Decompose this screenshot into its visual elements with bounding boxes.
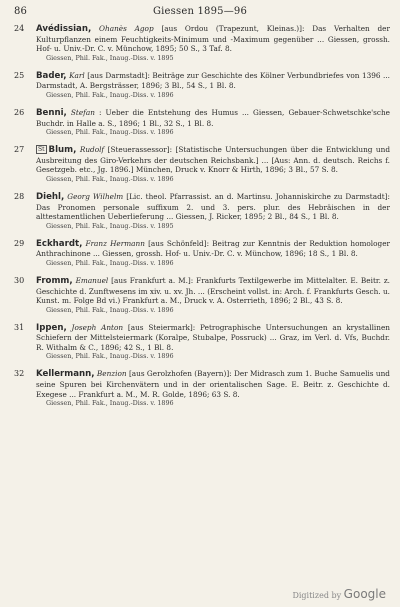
entry-surname: Blum,: [48, 145, 77, 156]
entry-text: [Steuerassessor]: [Statistische Untersuchungen über die Entwicklung und Ausbreitung des Giro-Verkehrs der deutschen Reichsbank.] ... [Aus: Ann. d. deutsch. Reichs f. Gesetzgeb. etc., Jg. 1896.] München, Druck v. Knorr & Hirth, 1896; 3 Bl., 57 S. 8.: [36, 145, 390, 175]
entry-text: [Lic. theol. Pfarrassist. an d. Martinsu. Johanniskirche zu Darmstadt]: Das Pronomen personale suffixum 2. und 3. pers. plur. des Hebräischen in der alttestamentlichen Ueberlieferung ... Giessen, J. Ricker, 1895; 2 Bl., 84 S., 1 Bl. 8.: [36, 191, 390, 222]
entry-given-name: Benzion: [96, 369, 127, 379]
entry-surname: Kellermann,: [36, 369, 95, 380]
entry-body: [36, 369, 390, 399]
bibliography-entry: [14, 239, 390, 267]
page-title: Giessen 1895—96: [152, 6, 248, 17]
entry-dissertation-note: Giessen, Phil. Fak., Inaug.-Diss. v. 1896: [46, 305, 174, 314]
bibliography-entry: [14, 108, 390, 136]
entry-text: [aus Darmstadt]: Beiträge zur Geschichte des Kölner Verbundbriefes von 1396 ... Darmstadt, A. Bergsträsser, 1896; 3 Bl., 54 S., 1 Bl. 8.: [36, 70, 391, 91]
entry-list: [14, 24, 390, 416]
entry-text: [aus Ordou (Trapezunt, Kleinas.)]: Das Verhalten der Kulturpflanzen einem Feuchtigkeits-Minimum und -Maximum gegenüber ... Giessen, grossh. Hof- u. Univ.-Dr. C. v. Münchow, 1895; 50 S., 3 Taf. 8.: [36, 24, 390, 54]
bibliography-entry: [14, 145, 390, 183]
entry-given-name: Ohanès Agop: [99, 24, 154, 33]
bibliography-entry: [14, 369, 390, 407]
entry-number: 28: [14, 191, 25, 201]
entry-body: [36, 71, 390, 91]
entry-body: [36, 24, 390, 54]
entry-surname: Diehl,: [36, 191, 65, 202]
entry-text: : Ueber die Entstehung des Humus ... Giessen, Gebauer-Schwetschke'sche Buchdr. in Halle a. S., 1896; 1 Bl., 32 S., 1 Bl. 8.: [36, 107, 390, 128]
entry-number: 27: [14, 145, 25, 155]
entry-signature-mark: St: [38, 146, 45, 154]
bibliography-entry: [14, 71, 390, 99]
entry-dissertation-note: Giessen, Phil. Fak., Inaug.-Diss. v. 1896: [46, 90, 174, 99]
entry-given-name: Rudolf: [79, 145, 105, 155]
entry-given-name: Franz Hermann: [85, 238, 145, 248]
entry-given-name: Georg Wilhelm: [67, 191, 124, 201]
entry-surname: Eckhardt,: [36, 238, 83, 249]
digitized-by-label: Digitized by: [292, 591, 342, 600]
entry-dissertation-note: Giessen, Phil. Fak., Inaug.-Diss. v. 1896: [46, 258, 174, 267]
bibliography-entry: [14, 323, 390, 361]
entry-dissertation-note: Giessen, Phil. Fak., Inaug.-Diss. v. 1895: [46, 53, 174, 62]
entry-text: [aus Steiermark]: Petrographische Untersuchungen an krystallinen Schiefern der Mittelsteiermark (Koralpe, Stubalpe, Possruck) ... Graz, im Verl. d. Vfs, Buchdr. R. Withalm & C., 1896; 42 S., 1 Bl. 8.: [36, 322, 390, 352]
entry-body: [36, 192, 390, 222]
entry-text: [aus Gerolzhofen (Bayern)]: Der Midrasch zum 1. Buche Samuelis und seine Spuren bei Kirchenvätern und in der orientalischen Sage. E. Beitr. z. Geschichte d. Exegese ... Frankfurt a. M., M. R. Golde, 1896; 63 S. 8.: [36, 369, 390, 399]
entry-body: [36, 323, 390, 353]
entry-text: [aus Schönfeld]: Beitrag zur Kenntnis der Reduktion homologer Anthrachinone ... Giessen, grossh. Hof- u. Univ.-Dr. C. v. Münchow, 1896; 18 S., 1 Bl. 8.: [36, 238, 391, 259]
entry-surname: Bader,: [36, 70, 67, 81]
entry-given-name: Karl: [69, 70, 85, 80]
entry-dissertation-note: Giessen, Phil. Fak., Inaug.-Diss. v. 1895: [46, 221, 174, 230]
entry-dissertation-note: Giessen, Phil. Fak., Inaug.-Diss. v. 1896: [46, 399, 174, 408]
entry-number: 31: [14, 322, 25, 332]
bibliography-entry: [14, 24, 390, 62]
entry-number: 25: [14, 70, 25, 80]
entry-dissertation-note: Giessen, Phil. Fak., Inaug.-Diss. v. 1896: [46, 128, 174, 137]
entry-number: 24: [14, 24, 25, 33]
entry-given-name: Joseph Anton: [71, 322, 124, 332]
page-number: 86: [14, 6, 28, 17]
entry-given-name: Stefan: [70, 107, 95, 117]
bibliography-entry: [14, 192, 390, 230]
entry-body: [36, 108, 390, 128]
google-logo: Google: [343, 587, 386, 601]
entry-number: 32: [14, 369, 25, 379]
entry-body: [36, 145, 390, 175]
entry-body: [36, 239, 390, 259]
entry-text: [aus Frankfurt a. M.]: Frankfurts Textilgewerbe im Mittelalter. E. Beitr. z. Geschichte d. Zunftwesens im xiv. u. xv. Jh. ... (Erscheint vollst. in: Arch. f. Frankfurts Gesch. u. Kunst. m. Folge Bd vi.) Frankfurt a. M., Druck v. A. Osterrieth, 1896; 2 Bl., 43 S. 8.: [36, 275, 390, 306]
entry-dissertation-note: Giessen, Phil. Fak., Inaug.-Diss. v. 1896: [46, 352, 174, 361]
entry-dissertation-note: Giessen, Phil. Fak., Inaug.-Diss. v. 1896: [46, 174, 174, 183]
entry-number: 29: [14, 238, 25, 248]
entry-surname: Fromm,: [36, 275, 73, 286]
entry-given-name: Emanuel: [75, 275, 109, 285]
entry-body: [36, 276, 390, 306]
digitization-footer: [292, 587, 386, 601]
entry-surname: Ippen,: [36, 322, 67, 333]
entry-surname: Benni,: [36, 107, 67, 118]
entry-number: 26: [14, 107, 25, 117]
entry-number: 30: [14, 275, 25, 285]
bibliography-entry: [14, 276, 390, 314]
entry-surname: Avédissian,: [36, 24, 92, 34]
